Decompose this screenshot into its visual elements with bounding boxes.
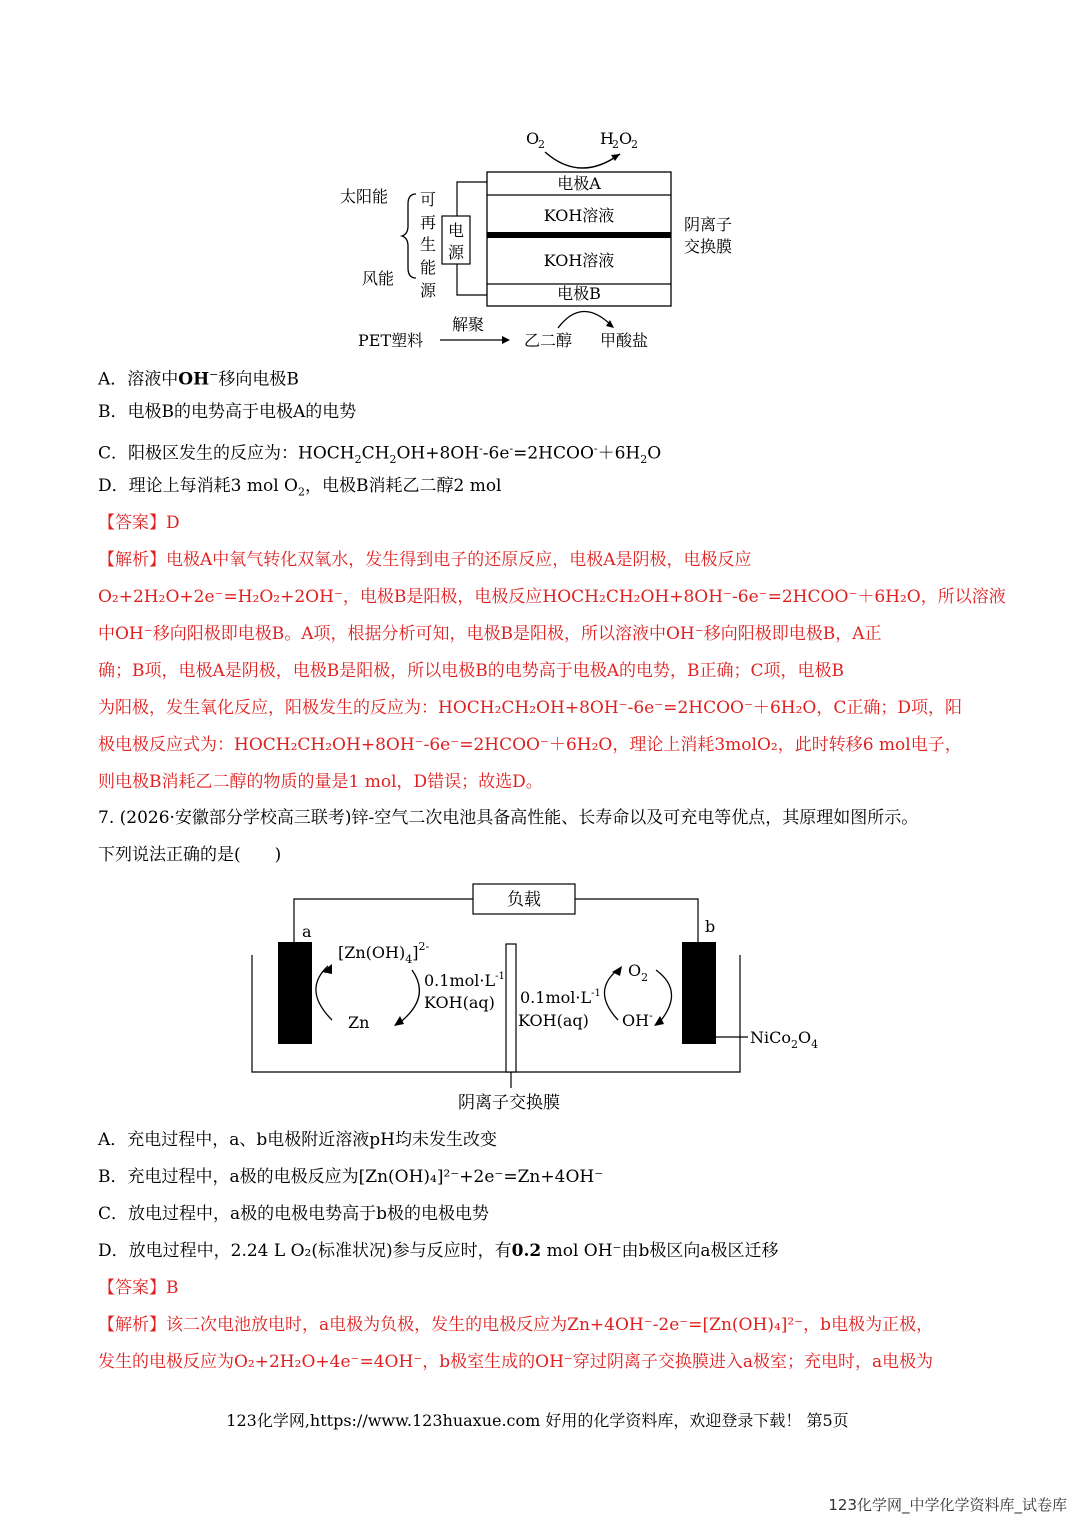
renewable-char: 可 [419,190,437,209]
wire-left [294,899,473,942]
q6-analysis-line: 为阳极，发生氧化反应，阳极发生的反应为：HOCH₂CH₂OH+8OH⁻-6e⁻=2HCOO⁻＋6H₂O，C正确；D项，阳 [98,698,962,718]
h2o2-sub1: 2 [612,138,619,151]
q7-option-c: C．放电过程中，a极的电极电势高于b极的电极电势 [98,1204,490,1224]
renewable-char: 能 [419,258,437,277]
zinc-air-battery-diagram [240,880,840,1120]
arrowhead [611,154,620,161]
zinc-air-battery-figure [240,880,840,1120]
text: D．放电过程中，2.24 L O₂(标准状况)参与反应时，有 [98,1241,512,1261]
subscript: 2 [640,453,648,467]
page-footer: 123化学网,https://www.123huaxue.com 好用的化学资料库，欢迎登录下载！ 第5页 [226,1411,849,1430]
analysis-label: 【解析】 [98,550,166,570]
electrolysis-diagram [330,118,760,358]
wire-bottom [457,264,487,295]
koh-right-label: KOH(aq) [518,1011,589,1030]
anion-exchange-membrane [506,944,516,1072]
answer-label: 【答案】 [98,1278,166,1298]
q6-answer [98,511,180,535]
electrolysis-figure [330,118,760,358]
superscript: − [209,368,219,381]
q7-analysis-line: 发生的电极反应为O₂+2H₂O+4e⁻=4OH⁻，b极室生成的OH⁻穿过阴离子交换膜进入a极室；充电时，a电极为 [98,1352,934,1372]
electrode-a [278,942,312,1044]
power-char-2: 源 [447,243,465,262]
wire-top [457,182,487,216]
left-cycle-arrow-2 [398,970,419,1024]
renewable-char: 再 [419,213,437,232]
q6-analysis-line: 则电极B消耗乙二醇的物质的量是1 mol，D错误；故选D。 [98,772,543,792]
electrode-a-label: a [302,922,312,941]
membrane-bar [487,232,671,238]
subscript: 2 [297,485,305,499]
text: ，电极B消耗乙二醇2 mol [304,476,502,496]
analysis-text: 该二次电池放电时，a电极为负极，发生的电极反应为Zn+4OH⁻-2e⁻=[Zn(OH)₄]²⁻，b电极为正极， [166,1315,934,1335]
left-cycle-arrow [316,966,332,1020]
solar-label: 太阳能 [340,187,389,206]
text: D．理论上每消耗3 mol O [98,476,298,496]
pet-label: PET塑料 [358,331,424,350]
analysis-text: 电极A中氧气转化双氧水，发生得到电子的还原反应，电极A是阴极，电极反应 [166,550,752,570]
o2-subscript: 2 [538,138,545,151]
text: mol OH⁻由b极区向a极区迁移 [541,1241,779,1261]
h2o2-label: H [600,129,614,148]
q7-stem-line-2: 下列说法正确的是( ) [98,845,282,865]
power-char-1: 电 [447,221,465,240]
membrane-label-1: 阴离子 [684,215,733,234]
koh-top-label: KOH溶液 [543,206,615,225]
answer-label: 【答案】 [98,513,166,533]
brace [402,194,416,278]
q6-option-c [98,437,661,472]
zn-label: Zn [348,1013,370,1032]
wire-right [575,899,698,942]
subscript: 2 [354,453,362,467]
q6-analysis-line: 中OH⁻移向阳极即电极B。A项，根据分析可知，电极B是阳极，所以溶液中OH⁻移向阳极即电极B，A正 [98,624,882,644]
renewable-char: 生 [419,235,437,254]
text: ＋6H [597,443,641,464]
option-a-text: A．溶液中 [98,369,179,390]
text: C．阳极区发生的反应为：HOCH [98,443,355,464]
right-cycle-arrow-2 [656,970,672,1024]
arrowhead [322,964,332,974]
membrane-label: 阴离子交换膜 [458,1093,560,1113]
option-a-text-end: 移向电极B [218,369,299,390]
superscript: - [479,442,483,455]
electrode-b-label: 电极B [557,284,601,303]
koh-left-label: KOH(aq) [424,993,495,1012]
text: CH [361,443,390,464]
q6-analysis-line: 极电极反应式为：HOCH₂CH₂OH+8OH⁻-6e⁻=2HCOO⁻＋6H₂O，理论上消耗3molO₂，此时转移6 mol电子， [98,735,962,755]
ethylene-glycol-label: 乙二醇 [524,331,573,350]
wind-label: 风能 [362,269,395,288]
glycol-to-formate-arrow [558,311,612,328]
o2-label: O [526,129,540,148]
q7-option-d [98,1239,779,1263]
zincate-label: $[Zn(OH)_4]^{2-}$ [338,940,430,966]
analysis-label: 【解析】 [98,1315,166,1335]
q6-option-b: B．电极B的电势高于电极A的电势 [98,402,357,422]
oh-ion: OH [178,369,210,390]
q6-analysis-line [98,548,752,572]
electrode-b-label: b [705,917,716,936]
electrode-a-label: 电极A [557,174,601,193]
renewable-char: 源 [419,281,437,300]
oh-label: OH- [622,1009,653,1030]
text: OH+8OH [396,443,480,464]
q6-option-a [98,363,299,392]
h2o2-o: O [619,129,633,148]
answer-value: B [166,1278,179,1298]
load-label: 负载 [507,890,541,910]
membrane-label-2: 交换膜 [684,237,733,256]
catalyst-label: $NiCo_2O_4$ [750,1028,819,1051]
conc-left-label: $0.1mol\cdot L^{-1}$ [424,971,505,990]
arrowhead [612,966,622,976]
arrowhead [502,336,510,344]
answer-value: D [166,513,180,533]
koh-bottom-label: KOH溶液 [543,251,615,270]
conc-right-label: $0.1mol\cdot L^{-1}$ [520,988,601,1007]
q6-option-d [98,474,502,504]
superscript: - [593,442,598,455]
o2-to-h2o2-arrow [545,152,620,168]
q7-stem-line-1: 7. (2026·安徽部分学校高三联考)锌-空气二次电池具备高性能、长寿命以及可充电等优点，其原理如图所示。 [98,808,919,828]
right-cycle-arrow [604,968,620,1020]
h2o2-sub2: 2 [631,138,638,151]
superscript: - [509,442,514,455]
text: O [647,443,662,464]
text: -6e [482,443,510,464]
o2-label: $O_2$ [628,961,649,984]
depolymerize-label: 解聚 [452,315,485,334]
q7-option-a: A．充电过程中，a、b电极附近溶液pH均未发生改变 [98,1130,498,1150]
q7-answer [98,1276,179,1300]
q7-analysis-line [98,1313,933,1337]
subscript: 2 [389,453,397,467]
formate-label: 甲酸盐 [600,331,649,350]
text: =2HCOO [513,443,594,464]
watermark: 123化学网_中学化学资料库_试卷库 [828,1496,1067,1514]
arrowhead [394,1016,404,1026]
electrode-b [682,942,716,1044]
bold-value: 0.2 [511,1241,542,1261]
q7-option-b: B．充电过程中，a极的电极反应为[Zn(OH)₄]²⁻+2e⁻=Zn+4OH⁻ [98,1167,604,1187]
q6-analysis-line: 确；B项，电极A是阴极，电极B是阳极，所以电极B的电势高于电极A的电势，B正确；C项，电极B [98,661,845,681]
q6-analysis-line: O₂+2H₂O+2e⁻=H₂O₂+2OH⁻，电极B是阳极，电极反应HOCH₂CH₂OH+8OH⁻-6e⁻=2HCOO⁻＋6H₂O，所以溶液 [98,587,1006,607]
